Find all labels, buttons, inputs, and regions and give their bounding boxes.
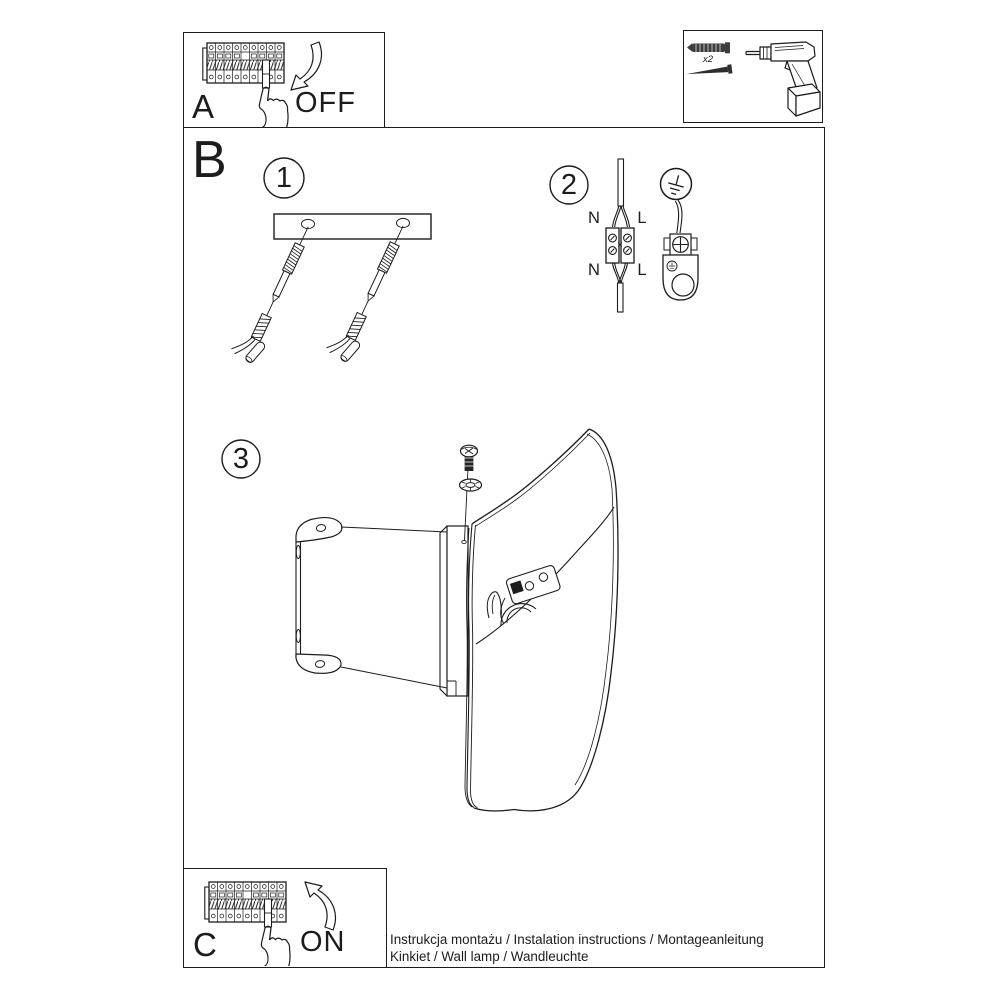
ground-clamp-illustration — [663, 200, 698, 300]
wall-plug-icon — [687, 42, 730, 53]
screw-anchor-icon — [324, 218, 414, 366]
installation-steps-box — [183, 127, 825, 968]
step-c-power-on-box — [183, 868, 387, 968]
parts-illustration — [684, 31, 822, 121]
arrow-up-icon — [305, 882, 335, 930]
wire-label-neutral-bottom: N — [588, 261, 600, 279]
box-a-label: A — [192, 88, 215, 125]
wire-label-live-bottom: L — [637, 261, 647, 279]
mounting-plate-illustration — [274, 214, 431, 239]
drill-icon — [746, 42, 820, 116]
box-c-label: C — [193, 926, 217, 963]
box-a-action-label: OFF — [295, 87, 356, 119]
quantity-label: x2 — [703, 54, 714, 65]
earth-symbol-icon — [661, 169, 692, 200]
wall-lamp-assembly-illustration — [296, 429, 618, 811]
required-parts-box — [683, 30, 823, 123]
arrow-down-icon — [291, 42, 321, 90]
screw-icon — [686, 64, 733, 76]
step-a-power-off-box — [183, 32, 385, 129]
wire-label-neutral-top: N — [588, 209, 600, 227]
footer-line-2: Kinkiet / Wall lamp / Wandleuchte — [390, 949, 589, 965]
section-b-label: B — [192, 131, 227, 189]
box-c-action-label: ON — [300, 926, 346, 958]
step-3-number: 3 — [232, 443, 250, 475]
screw-anchor-icon — [229, 219, 319, 367]
wire-label-live-top: L — [637, 209, 647, 227]
steps-illustration — [184, 128, 823, 966]
terminal-block-illustration — [606, 159, 634, 312]
footer-title — [390, 931, 764, 966]
step-2-number: 2 — [560, 169, 578, 201]
footer-line-1: Instrukcja montażu / Instalation instructions / Montageanleitung — [390, 932, 764, 947]
step-1-number: 1 — [275, 162, 293, 194]
